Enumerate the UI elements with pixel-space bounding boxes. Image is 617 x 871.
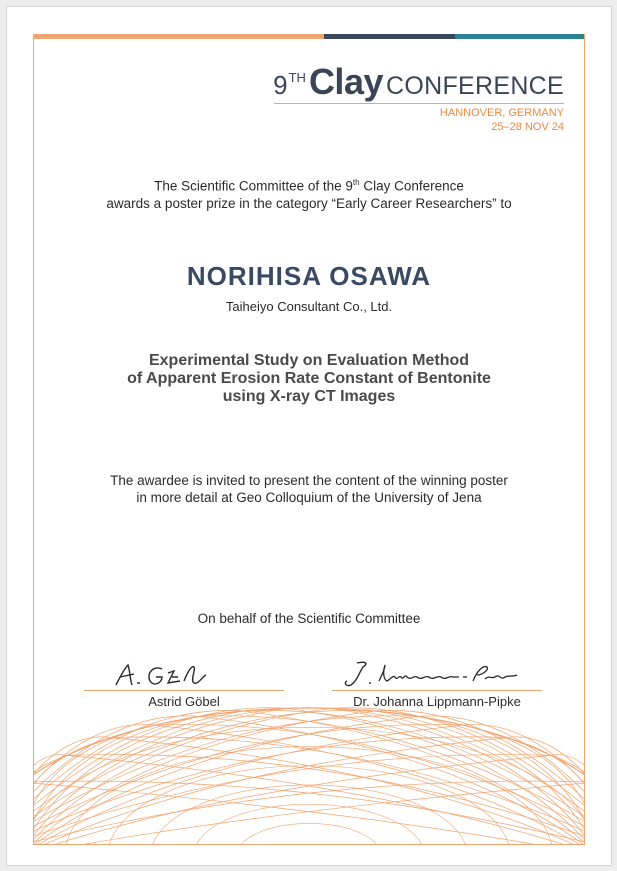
poster-title-line-2: of Apparent Erosion Rate Constant of Bentonite bbox=[127, 370, 491, 387]
poster-title-line-3: using X-ray CT Images bbox=[222, 388, 396, 405]
signature-1-line bbox=[84, 690, 284, 691]
conference-logo bbox=[273, 61, 564, 134]
signature-1-handwriting bbox=[110, 659, 220, 691]
invitation-line-2: in more detail at Geo Colloquium of the University of Jena bbox=[136, 490, 482, 505]
logo-number: 9 bbox=[273, 70, 288, 100]
certificate-page bbox=[6, 6, 612, 866]
invitation-text bbox=[34, 472, 584, 506]
awardee-organization: Taiheiyo Consultant Co., Ltd. bbox=[225, 299, 393, 314]
logo-location: HANNOVER, GERMANY bbox=[439, 107, 564, 119]
intro-line-1 bbox=[34, 174, 584, 195]
logo-dates: 25–28 NOV 24 bbox=[491, 121, 564, 133]
intro-line-2: awards a poster prize in the category “Early Career Researchers” to bbox=[106, 195, 512, 211]
top-bar-orange bbox=[34, 34, 324, 39]
logo-clay: Clay bbox=[308, 61, 383, 102]
behalf-text: On behalf of the Scientific Committee bbox=[197, 611, 421, 626]
signature-1-name: Astrid Göbel bbox=[148, 694, 220, 709]
top-bar-navy bbox=[324, 34, 455, 39]
invitation-line-1: The awardee is invited to present the content of the winning poster bbox=[110, 473, 508, 488]
awardee-name: NORIHISA OSAWA bbox=[186, 261, 432, 291]
signature-2-line bbox=[332, 690, 542, 691]
logo-conference: CONFERENCE bbox=[385, 72, 564, 100]
logo-divider bbox=[274, 103, 564, 104]
poster-title bbox=[34, 352, 584, 406]
signature-2-name: Dr. Johanna Lippmann-Pipke bbox=[353, 694, 521, 709]
intro-line-1-end: Clay Conference bbox=[359, 178, 464, 194]
poster-title-line-1: Experimental Study on Evaluation Method bbox=[148, 352, 470, 369]
dome-decoration bbox=[34, 706, 584, 844]
intro-line-1-start: The Scientific Committee of the 9 bbox=[154, 178, 353, 194]
intro-ordinal: th bbox=[352, 178, 360, 187]
certificate-frame bbox=[33, 34, 585, 845]
top-bar-teal bbox=[455, 34, 584, 39]
intro-text bbox=[34, 174, 584, 212]
signature-2-handwriting bbox=[339, 657, 529, 691]
logo-ordinal: TH bbox=[288, 70, 306, 85]
